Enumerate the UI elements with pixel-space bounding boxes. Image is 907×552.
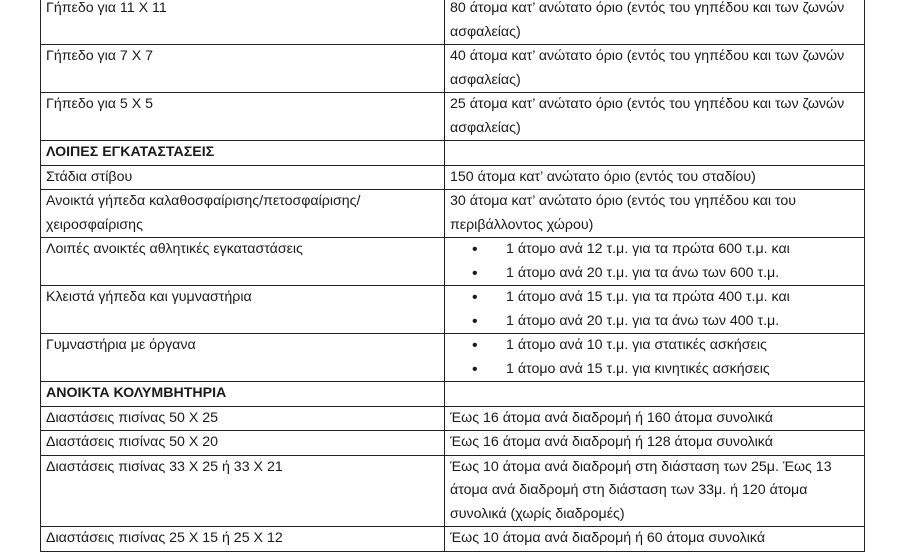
facility-cell: Γήπεδο για 5 Χ 5 bbox=[41, 93, 445, 141]
capacity-cell: Έως 10 άτομα ανά διαδρομή ή 60 άτομα συνολικά bbox=[445, 527, 865, 552]
table-row bbox=[41, 93, 865, 141]
table-row bbox=[41, 190, 865, 238]
table-row bbox=[41, 165, 865, 190]
capacity-cell: 30 άτομα κατ’ ανώτατο όριο (εντός του γηπέδου και του περιβάλλοντος χώρου) bbox=[445, 190, 865, 238]
bullet-item: • 1 άτομο ανά 10 τ.μ. για στατικές ασκήσεις bbox=[450, 334, 860, 358]
bullet-list bbox=[450, 238, 860, 285]
section-header-row bbox=[41, 382, 865, 407]
table-row bbox=[41, 455, 865, 527]
facility-cell: Γήπεδο για 11 Χ 11 bbox=[41, 0, 445, 45]
section-header: ΛΟΙΠΕΣ ΕΓΚΑΤΑΣΤΑΣΕΙΣ bbox=[41, 141, 445, 166]
capacity-cell: Έως 16 άτομα ανά διαδρομή ή 128 άτομα συνολικά bbox=[445, 431, 865, 456]
section-header-row bbox=[41, 141, 865, 166]
empty-cell bbox=[445, 141, 865, 166]
capacity-cell: Έως 16 άτομα ανά διαδρομή ή 160 άτομα συνολικά bbox=[445, 406, 865, 431]
facility-cell: Λοιπές ανοικτές αθλητικές εγκαταστάσεις bbox=[41, 238, 445, 286]
facility-cell: Διαστάσεις πισίνας 33 Χ 25 ή 33 Χ 21 bbox=[41, 455, 445, 527]
capacity-cell: Έως 10 άτομα ανά διαδρομή στη διάσταση των 25μ. Έως 13 άτομα ανά διαδρομή στη διάσταση των 33μ. ή 120 άτομα συνολικά (χωρίς διαδρομές) bbox=[445, 455, 865, 527]
capacity-table bbox=[40, 0, 865, 552]
facility-cell: Κλειστά γήπεδα και γυμναστήρια bbox=[41, 286, 445, 334]
bullet-item: • 1 άτομο ανά 15 τ.μ. για κινητικές ασκήσεις bbox=[450, 358, 860, 382]
capacity-cell: 25 άτομα κατ’ ανώτατο όριο (εντός του γηπέδου και των ζωνών ασφαλείας) bbox=[445, 93, 865, 141]
facility-cell: Γήπεδο για 7 Χ 7 bbox=[41, 45, 445, 93]
bullet-list bbox=[450, 286, 860, 333]
document-page bbox=[40, 0, 864, 552]
bullet-list bbox=[450, 334, 860, 381]
facility-cell: Διαστάσεις πισίνας 25 Χ 15 ή 25 Χ 12 bbox=[41, 527, 445, 552]
bullet-item: • 1 άτομο ανά 20 τ.μ. για τα άνω των 400 τ.μ. bbox=[450, 310, 860, 334]
table-row bbox=[41, 286, 865, 334]
section-header: ΑΝΟΙΚΤΑ ΚΟΛΥΜΒΗΤΗΡΙΑ bbox=[41, 382, 445, 407]
capacity-cell: 150 άτομα κατ’ ανώτατο όριο (εντός του σταδίου) bbox=[445, 165, 865, 190]
table-row bbox=[41, 238, 865, 286]
bullet-item: • 1 άτομο ανά 20 τ.μ. για τα άνω των 600 τ.μ. bbox=[450, 262, 860, 286]
capacity-cell: 40 άτομα κατ’ ανώτατο όριο (εντός του γηπέδου και των ζωνών ασφαλείας) bbox=[445, 45, 865, 93]
table-row bbox=[41, 431, 865, 456]
capacity-cell bbox=[445, 286, 865, 334]
table-row bbox=[41, 334, 865, 382]
facility-cell: Διαστάσεις πισίνας 50 Χ 20 bbox=[41, 431, 445, 456]
bullet-item: • 1 άτομο ανά 12 τ.μ. για τα πρώτα 600 τ.μ. και bbox=[450, 238, 860, 262]
capacity-cell bbox=[445, 238, 865, 286]
table-row bbox=[41, 45, 865, 93]
table-row bbox=[41, 0, 865, 45]
bullet-item: • 1 άτομο ανά 15 τ.μ. για τα πρώτα 400 τ.μ. και bbox=[450, 286, 860, 310]
empty-cell bbox=[445, 382, 865, 407]
capacity-cell: 80 άτομα κατ’ ανώτατο όριο (εντός του γηπέδου και των ζωνών ασφαλείας) bbox=[445, 0, 865, 45]
facility-cell: Ανοικτά γήπεδα καλαθοσφαίρισης/πετοσφαίρισης/χειροσφαίρισης bbox=[41, 190, 445, 238]
table-row bbox=[41, 406, 865, 431]
facility-cell: Διαστάσεις πισίνας 50 Χ 25 bbox=[41, 406, 445, 431]
facility-cell: Γυμναστήρια με όργανα bbox=[41, 334, 445, 382]
facility-cell: Στάδια στίβου bbox=[41, 165, 445, 190]
table-row bbox=[41, 527, 865, 552]
capacity-cell bbox=[445, 334, 865, 382]
